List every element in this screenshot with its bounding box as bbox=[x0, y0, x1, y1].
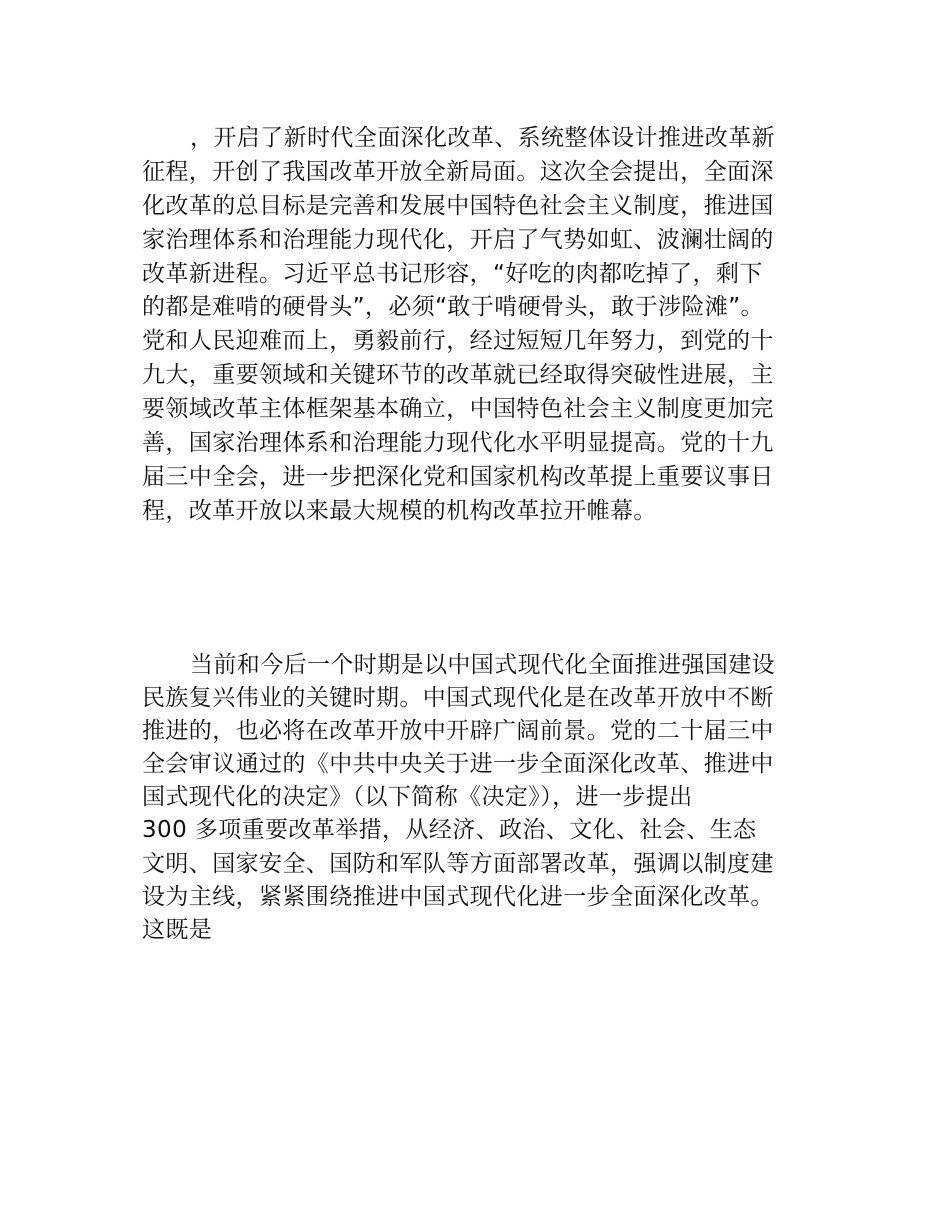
text-line: 文明、国家安全、国防和军队等方面部署改革，强调以制度建 bbox=[142, 850, 774, 877]
text-line: 改革新进程。习近平总书记形容，“好吃的肉都吃掉了，剩下 bbox=[142, 260, 763, 287]
text-line: 九大，重要领域和关键环节的改革就已经取得突破性进展，主 bbox=[142, 362, 774, 389]
text-line: 推进的，也必将在改革开放中开辟广阔前景。党的二十届三中 bbox=[142, 718, 774, 745]
paragraph-2 bbox=[142, 649, 812, 947]
text-line: 要领域改革主体框架基本确立，中国特色社会主义制度更加完 bbox=[142, 396, 774, 423]
text-line: 设为主线，紧紧围绕推进中国式现代化进一步全面深化改革。 bbox=[142, 883, 774, 910]
text-line: 当前和今后一个时期是以中国式现代化全面推进强国建设 bbox=[190, 652, 775, 678]
text-line: 家治理体系和治理能力现代化，开启了气势如虹、波澜壮阔的 bbox=[142, 226, 774, 253]
text-line: 化改革的总目标是完善和发展中国特色社会主义制度，推进国 bbox=[142, 192, 774, 219]
text-line: 300 多项重要改革举措，从经济、政治、文化、社会、生态 bbox=[142, 817, 757, 844]
paragraph-1 bbox=[142, 122, 812, 529]
text-line: 这既是 bbox=[142, 916, 213, 943]
text-line: 的都是难啃的硬骨头”，必须“敢于啃硬骨头，敢于涉险滩”。 bbox=[142, 294, 764, 321]
text-line: 全会审议通过的《中共中央关于进一步全面深化改革、推进中 bbox=[142, 751, 774, 778]
text-line: 民族复兴伟业的关键时期。中国式现代化是在改革开放中不断 bbox=[142, 685, 774, 712]
text-line: 届三中全会，进一步把深化党和国家机构改革提上重要议事日 bbox=[142, 463, 774, 490]
text-line: 党和人民迎难而上，勇毅前行，经过短短几年努力，到党的十 bbox=[142, 328, 774, 355]
text-line: ，开启了新时代全面深化改革、系统整体设计推进改革新 bbox=[190, 125, 775, 151]
text-line: 征程，开创了我国改革开放全新局面。这次全会提出，全面深 bbox=[142, 158, 774, 185]
text-line: 程，改革开放以来最大规模的机构改革拉开帷幕。 bbox=[142, 497, 657, 524]
text-line: 善，国家治理体系和治理能力现代化水平明显提高。党的十九 bbox=[142, 430, 774, 457]
text-line: 国式现代化的决定》（以下简称《决定》），进一步提出 bbox=[142, 784, 693, 811]
